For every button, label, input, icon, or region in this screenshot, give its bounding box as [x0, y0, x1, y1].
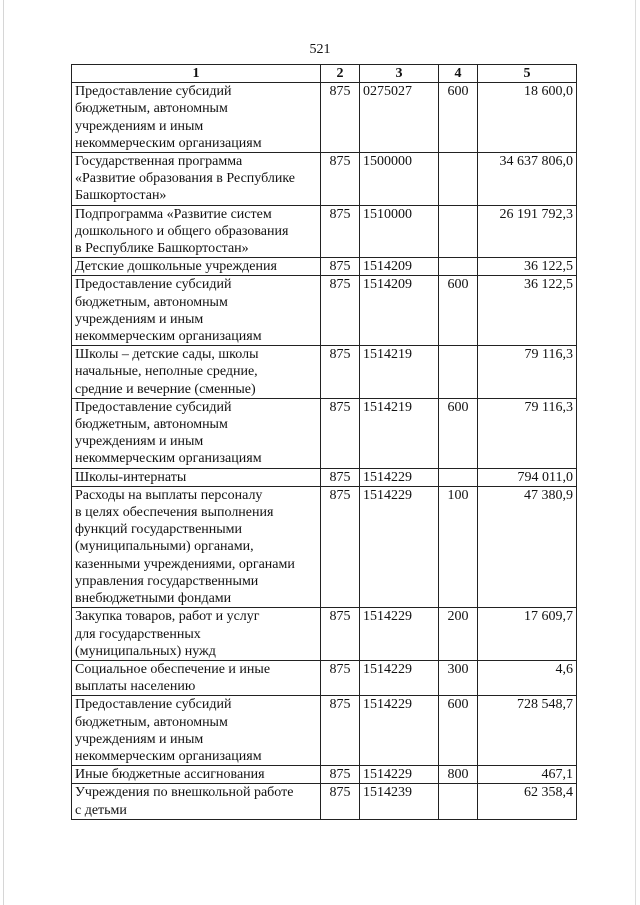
expense-type-cell: 800: [439, 766, 478, 784]
row-name-cell: [72, 766, 321, 784]
table-row: [72, 486, 577, 607]
amount-cell: 17 609,7: [478, 608, 577, 661]
ministry-code-cell: 875: [321, 696, 360, 766]
amount-cell: 79 116,3: [478, 398, 577, 468]
amount-cell: 467,1: [478, 766, 577, 784]
row-name-line: бюджетным, автономным: [75, 101, 228, 117]
expense-type-cell: 600: [439, 83, 478, 153]
row-name-cell: [72, 784, 321, 819]
column-header-2: 2: [321, 65, 360, 83]
row-name-line: функций государственными: [75, 522, 243, 538]
table-row: [72, 83, 577, 153]
column-header-5: 5: [478, 65, 577, 83]
row-name-line: Предоставление субсидий: [75, 84, 232, 100]
table-row: [72, 766, 577, 784]
expense-type-cell: 300: [439, 660, 478, 695]
amount-cell: 62 358,4: [478, 784, 577, 819]
table-row: [72, 660, 577, 695]
row-name-cell: [72, 258, 321, 276]
row-name-line: (муниципальными) органами,: [75, 539, 254, 555]
column-header-3: 3: [360, 65, 439, 83]
row-name-line: начальные, неполные средние,: [75, 364, 258, 380]
row-name-line: Школы – детские сады, школы: [75, 347, 259, 363]
expense-type-cell: 600: [439, 696, 478, 766]
expense-type-cell: [439, 153, 478, 206]
expense-type-cell: 600: [439, 398, 478, 468]
row-name-line: Закупка товаров, работ и услуг: [75, 609, 260, 625]
row-name-line: Расходы на выплаты персоналу: [75, 487, 263, 503]
ministry-code-cell: 875: [321, 398, 360, 468]
target-code-cell: 0275027: [360, 83, 439, 153]
expense-type-cell: [439, 346, 478, 399]
expense-type-cell: 600: [439, 276, 478, 346]
row-name-cell: [72, 468, 321, 486]
row-name-line: Предоставление субсидий: [75, 697, 232, 713]
row-name-line: некоммерческим организациям: [75, 135, 262, 151]
row-name-line: учреждениям и иным: [75, 118, 204, 134]
ministry-code-cell: 875: [321, 205, 360, 258]
row-name-cell: [72, 486, 321, 607]
row-name-line: учреждениям и иным: [75, 311, 204, 327]
row-name-line: Социальное обеспечение и иные: [75, 661, 271, 677]
row-name-line: некоммерческим организациям: [75, 748, 262, 764]
table-row: [72, 398, 577, 468]
amount-cell: 4,6: [478, 660, 577, 695]
ministry-code-cell: 875: [321, 766, 360, 784]
target-code-cell: 1514209: [360, 258, 439, 276]
table-row: [72, 153, 577, 206]
target-code-cell: 1514229: [360, 468, 439, 486]
target-code-cell: 1514239: [360, 784, 439, 819]
row-name-cell: [72, 153, 321, 206]
row-name-line: Иные бюджетные ассигнования: [75, 767, 265, 783]
target-code-cell: 1514209: [360, 276, 439, 346]
row-name-cell: [72, 205, 321, 258]
header-row: [72, 65, 577, 83]
amount-cell: 36 122,5: [478, 258, 577, 276]
row-name-line: некоммерческим организациям: [75, 329, 262, 345]
scan-edge-right: [635, 0, 636, 905]
row-name-line: в целях обеспечения выполнения: [75, 505, 274, 521]
expense-type-cell: 100: [439, 486, 478, 607]
amount-cell: 26 191 792,3: [478, 205, 577, 258]
row-name-line: казенными учреждениями, органами: [75, 556, 295, 572]
expense-type-cell: [439, 258, 478, 276]
amount-cell: 79 116,3: [478, 346, 577, 399]
amount-cell: 47 380,9: [478, 486, 577, 607]
row-name-line: (муниципальных) нужд: [75, 643, 216, 659]
amount-cell: 34 637 806,0: [478, 153, 577, 206]
row-name-line: средние и вечерние (сменные): [75, 381, 256, 397]
ministry-code-cell: 875: [321, 486, 360, 607]
row-name-cell: [72, 660, 321, 695]
amount-cell: 36 122,5: [478, 276, 577, 346]
row-name-line: выплаты населению: [75, 679, 196, 695]
expense-type-cell: 200: [439, 608, 478, 661]
row-name-line: учреждениям и иным: [75, 731, 204, 747]
ministry-code-cell: 875: [321, 468, 360, 486]
row-name-line: некоммерческим организациям: [75, 451, 262, 467]
table-header: [72, 65, 577, 83]
target-code-cell: 1510000: [360, 205, 439, 258]
expense-type-cell: [439, 468, 478, 486]
target-code-cell: 1514229: [360, 660, 439, 695]
table-row: [72, 608, 577, 661]
budget-table: [71, 64, 577, 820]
expense-type-cell: [439, 205, 478, 258]
amount-cell: 18 600,0: [478, 83, 577, 153]
row-name-line: Предоставление субсидий: [75, 399, 232, 415]
table-body: [72, 83, 577, 820]
row-name-cell: [72, 398, 321, 468]
ministry-code-cell: 875: [321, 276, 360, 346]
row-name-line: Детские дошкольные учреждения: [75, 259, 277, 275]
target-code-cell: 1514219: [360, 398, 439, 468]
row-name-line: «Развитие образования в Республике: [75, 171, 296, 187]
row-name-line: Школы-интернаты: [75, 469, 187, 485]
scan-edge-left: [3, 0, 4, 905]
target-code-cell: 1514229: [360, 608, 439, 661]
ministry-code-cell: 875: [321, 660, 360, 695]
target-code-cell: 1500000: [360, 153, 439, 206]
row-name-line: Подпрограмма «Развитие систем: [75, 206, 272, 222]
column-header-1: 1: [72, 65, 321, 83]
ministry-code-cell: 875: [321, 346, 360, 399]
table-row: [72, 258, 577, 276]
row-name-line: Предоставление субсидий: [75, 277, 232, 293]
expense-type-cell: [439, 784, 478, 819]
row-name-line: для государственных: [75, 626, 201, 642]
row-name-line: управления государственными: [75, 573, 259, 589]
row-name-line: Государственная программа: [75, 154, 243, 170]
row-name-cell: [72, 276, 321, 346]
row-name-line: с детьми: [75, 802, 127, 818]
row-name-cell: [72, 608, 321, 661]
target-code-cell: 1514229: [360, 696, 439, 766]
row-name-line: Учреждения по внешкольной работе: [75, 785, 294, 801]
table-row: [72, 696, 577, 766]
row-name-line: внебюджетными фондами: [75, 591, 232, 607]
ministry-code-cell: 875: [321, 258, 360, 276]
row-name-line: учреждениям и иным: [75, 434, 204, 450]
target-code-cell: 1514219: [360, 346, 439, 399]
ministry-code-cell: 875: [321, 784, 360, 819]
table-row: [72, 784, 577, 819]
ministry-code-cell: 875: [321, 153, 360, 206]
row-name-line: бюджетным, автономным: [75, 417, 228, 433]
amount-cell: 794 011,0: [478, 468, 577, 486]
column-header-4: 4: [439, 65, 478, 83]
row-name-line: Башкортостан»: [75, 188, 167, 204]
target-code-cell: 1514229: [360, 486, 439, 607]
amount-cell: 728 548,7: [478, 696, 577, 766]
table-row: [72, 468, 577, 486]
table-row: [72, 346, 577, 399]
target-code-cell: 1514229: [360, 766, 439, 784]
row-name-cell: [72, 346, 321, 399]
table-row: [72, 276, 577, 346]
ministry-code-cell: 875: [321, 83, 360, 153]
ministry-code-cell: 875: [321, 608, 360, 661]
table-row: [72, 205, 577, 258]
row-name-line: бюджетным, автономным: [75, 294, 228, 310]
row-name-cell: [72, 83, 321, 153]
row-name-line: дошкольного и общего образования: [75, 223, 289, 239]
row-name-cell: [72, 696, 321, 766]
page-number: 521: [309, 42, 331, 57]
row-name-line: в Республике Башкортостан»: [75, 241, 249, 257]
row-name-line: бюджетным, автономным: [75, 714, 228, 730]
